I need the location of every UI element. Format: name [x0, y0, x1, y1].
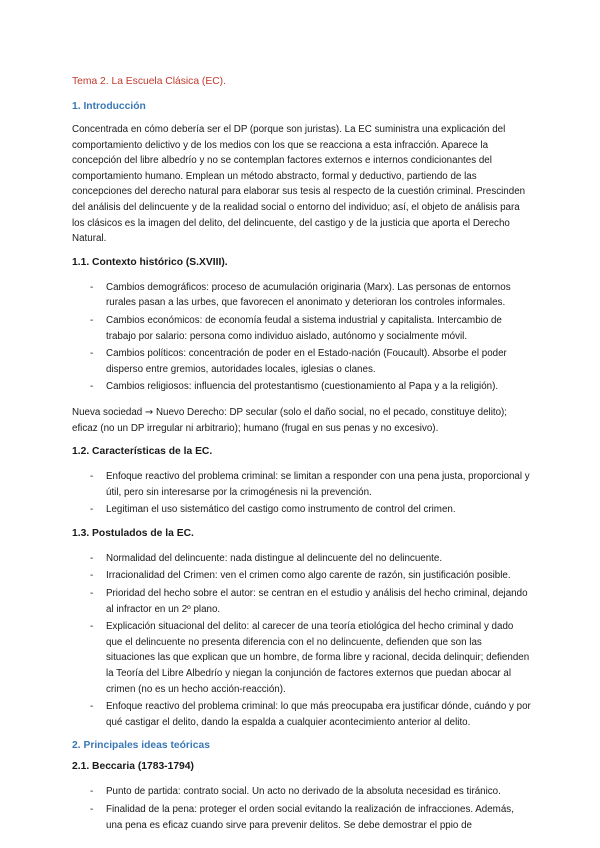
- contexto-list: [72, 280, 532, 395]
- page-content: [72, 76, 532, 843]
- dash-bullet: -: [90, 314, 94, 326]
- dash-bullet: -: [90, 701, 94, 713]
- document-title: Tema 2. La Escuela Clásica (EC).: [72, 76, 226, 87]
- dash-bullet: -: [90, 804, 94, 815]
- subsection-heading-postulados: 1.3. Postulados de la EC.: [72, 527, 194, 539]
- beccaria-list: [72, 784, 532, 833]
- summary-after: Nuevo Derecho: DP secular (solo el daño social, no el pecado, constituye delito); eficaz (no un DP irregular ni arbitrario); humano (frugal en sus penas y no excesivo).: [72, 406, 508, 434]
- dash-bullet: -: [90, 348, 94, 360]
- list-item: [72, 346, 532, 377]
- section-heading-ideas-teoricas: 2. Principales ideas teóricas: [72, 740, 210, 752]
- list-item: [72, 280, 532, 311]
- list-item: [72, 568, 532, 584]
- list-item: [72, 586, 532, 617]
- postulados-list: [72, 551, 532, 731]
- dash-bullet: -: [90, 588, 94, 600]
- dash-bullet: -: [90, 570, 94, 582]
- subsection-heading-contexto: 1.1. Contexto histórico (S.XVIII).: [72, 256, 228, 268]
- list-item-text: Punto de partida: contrato social. Un acto no derivado de la absoluta necesidad es tiránico.: [106, 786, 501, 798]
- subsection-heading-beccaria: 2.1. Beccaria (1783-1794): [72, 761, 194, 773]
- caracteristicas-list: [72, 469, 532, 518]
- list-item-text: Legitiman el uso sistemático del castigo como instrumento de control del crimen.: [106, 504, 456, 516]
- list-item-text: Cambios políticos: concentración de poder en el Estado-nación (Foucault). Absorbe el poder disperso entre gremios, autoridades locales, iglesias o clanes.: [106, 348, 507, 375]
- dash-bullet: -: [90, 381, 94, 393]
- summary-before: Nueva sociedad: [72, 406, 143, 418]
- dash-bullet: -: [90, 621, 94, 633]
- list-item: [72, 379, 532, 395]
- list-item: [72, 313, 532, 344]
- dash-bullet: -: [90, 786, 94, 798]
- dash-bullet: -: [90, 471, 94, 483]
- intro-paragraph: Concentrada en cómo debería ser el DP (porque son juristas). La EC suministra una explicación del comportamiento delictivo y de los medios con los que se reacciona a esta infracción. Aparece la concepción del libre albedrío y no se contemplan factores externos e internos condicionantes del comportamiento humano. Emplean un método abstracto, formal y deductivo, partiendo de las concepciones del derecho natural para elaborar sus tesis al respecto de la cuestión criminal. Prescinden del análisis del delincuente y de la realidad social o entorno del individuo; así, el objeto de análisis para los clásicos es la imagen del delito, del delincuente, del castigo y de la justicia que aporta el Derecho Natural.: [72, 124, 526, 245]
- list-item: [72, 502, 532, 518]
- dash-bullet: -: [90, 552, 94, 564]
- list-item-text: Enfoque reactivo del problema criminal: se limitan a responder con una pena justa, proporcional y útil, pero sin interesarse por la crimogénesis ni la prevención.: [106, 471, 530, 498]
- dash-bullet: -: [90, 281, 94, 293]
- dash-bullet: -: [90, 504, 94, 516]
- list-item: [72, 699, 532, 730]
- list-item: [72, 784, 532, 800]
- list-item-text: Normalidad del delincuente: nada distingue al delincuente del no delincuente.: [106, 552, 443, 564]
- list-item: [72, 551, 532, 567]
- list-item-text: Irracionalidad del Crimen: ven el crimen como algo carente de razón, sin justificación posible.: [106, 570, 511, 582]
- list-item: [72, 619, 532, 697]
- list-item-text: Cambios económicos: de economía feudal a sistema industrial y capitalista. Intercambio de trabajo por salario: persona como individuo aislado, autónomo y socialmente móvil.: [106, 314, 502, 342]
- list-item-text: Cambios demográficos: proceso de acumulación originaria (Marx). Las personas de entornos rurales pasan a las urbes, que favorecen el anonimato y deterioran los controles informales.: [106, 281, 511, 309]
- list-item: [72, 469, 532, 500]
- list-item-text: Explicación situacional del delito: al carecer de una teoría etiológica del hecho criminal y dado que el delincuente no presenta diferencia con el no delincuente, defienden que son las situaciones las que explican que un hombre, de forma libre y racional, decida delinquir; defienden la Teoría del Libre Albedrío y niegan la conjunción de factores externos que puedan abocar al crimen (no es un hecho acción-reacción).: [106, 621, 530, 695]
- list-item-text: Finalidad de la pena: proteger el orden social evitando la realización de infracciones. Además, una pena es eficaz cuando sirve para prevenir delitos. Se debe demostrar el ppio de: [106, 804, 514, 831]
- subsection-heading-caracteristicas: 1.2. Características de la EC.: [72, 446, 213, 458]
- right-arrow-icon: →: [145, 406, 154, 418]
- nueva-sociedad-paragraph: [72, 405, 532, 436]
- list-item-text: Enfoque reactivo del problema criminal: lo que más preocupaba era justificar dónde, cuándo y por qué castigar el delito, dando la espalda a cualquier acontecimiento anterior al delito.: [106, 701, 531, 728]
- section-heading-introduccion: 1. Introducción: [72, 101, 146, 112]
- list-item-text: Cambios religiosos: influencia del protestantismo (cuestionamiento al Papa y a la religión).: [106, 381, 499, 393]
- list-item: [72, 802, 532, 833]
- list-item-text: Prioridad del hecho sobre el autor: se centran en el estudio y análisis del hecho criminal, dejando al infractor en un 2º plano.: [106, 588, 528, 615]
